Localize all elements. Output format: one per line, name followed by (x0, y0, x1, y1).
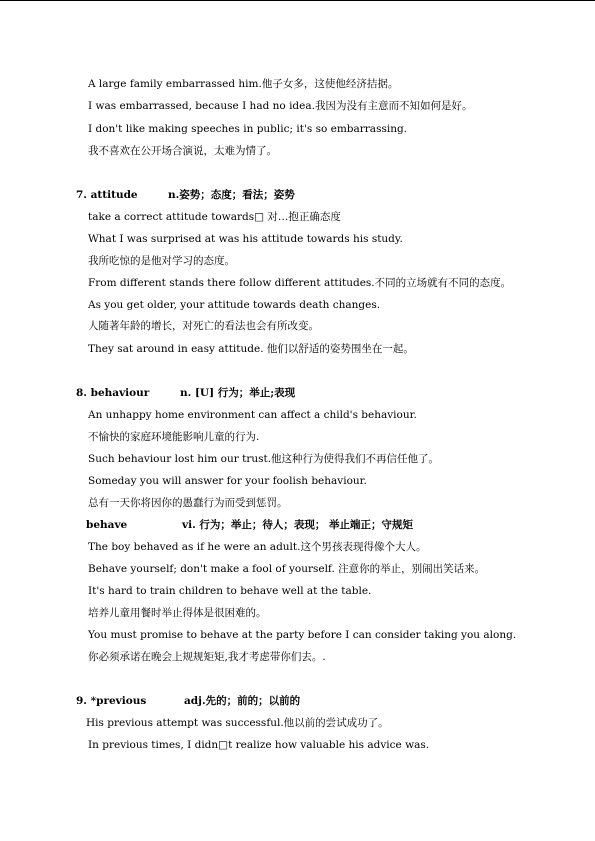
entry-definition: n.姿势；态度；看法；姿势 (168, 189, 295, 201)
example-line: As you get older, your attitude towards death changes. (88, 299, 381, 311)
example-line: 总有一天你将因你的愚蠢行为而受到惩罚。 (88, 497, 288, 509)
entry-word: 7. attitude (76, 189, 138, 201)
example-line: 不愉快的家庭环境能影响儿童的行为. (88, 431, 260, 443)
example-line: 培养儿童用餐时举止得体是很困难的。 (88, 607, 267, 619)
entry-word: behave (86, 519, 128, 531)
example-line: It's hard to train children to behave well at the table. (88, 585, 372, 597)
example-line: I don't like making speeches in public; it's so embarrassing. (88, 123, 408, 135)
entry-definition: vi. 行为；举止；待人；表现； 举止端正；守规矩 (182, 519, 414, 531)
example-line: I was embarrassed, because I had no idea.我因为没有主意而不知如何是好。 (88, 100, 473, 112)
example-line: What I was surprised at was his attitude towards his study. (88, 233, 403, 245)
example-line: They sat around in easy attitude. 他们以舒适的姿势围坐在一起。 (88, 343, 414, 355)
entry-heading-previous (76, 695, 301, 708)
example-line: 人随著年龄的增长，对死亡的看法也会有所改变。 (88, 320, 319, 332)
example-line: The boy behaved as if he were an adult.这个男孩表现得像个大人。 (88, 541, 427, 553)
example-line: An unhappy home environment can affect a child's behaviour. (88, 409, 417, 421)
example-line: 你必须承诺在晚会上规规矩矩,我才考虑带你们去。. (88, 651, 326, 663)
example-line: 我所吃惊的是他对学习的态度。 (88, 255, 235, 267)
example-line: His previous attempt was successful.他以前的尝试成功了。 (86, 717, 389, 729)
entry-word: 8. behaviour (76, 387, 150, 399)
entry-heading-behave (86, 519, 414, 532)
example-line: From different stands there follow different attitudes.不同的立场就有不同的态度。 (88, 277, 512, 289)
entry-heading-behaviour (76, 387, 296, 400)
example-line: Someday you will answer for your foolish behaviour. (88, 475, 367, 487)
entry-word: 9. *previous (76, 695, 147, 707)
page-top-rule (0, 0, 595, 1)
entry-heading-attitude (76, 189, 295, 202)
example-line: You must promise to behave at the party before I can consider taking you along. (88, 629, 517, 641)
example-line: 我不喜欢在公开场合演说，太难为情了。 (88, 145, 277, 157)
example-line: Behave yourself; don't make a fool of yourself. 注意你的举止，别闹出笑话来。 (88, 563, 486, 575)
entry-definition: n. [U] 行为；举止;表现 (180, 387, 296, 399)
example-line: take a correct attitude towards□ 对…抱正确态度 (88, 211, 341, 223)
example-line: Such behaviour lost him our trust.他这种行为使得我们不再信任他了。 (88, 453, 440, 465)
entry-definition: adj.先的；前的；以前的 (184, 695, 301, 707)
example-line: A large family embarrassed him.他子女多，这使他经济拮据。 (88, 78, 399, 90)
example-line: In previous times, I didn□t realize how valuable his advice was. (88, 739, 430, 751)
